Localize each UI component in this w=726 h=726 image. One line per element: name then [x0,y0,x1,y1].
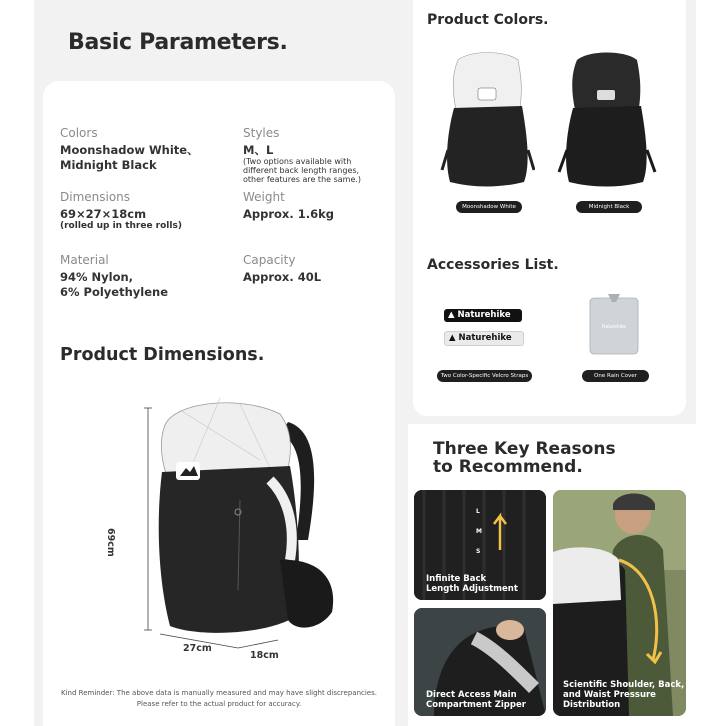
weight-label: Weight [243,190,285,204]
rain-cover-image [586,294,642,356]
reason-1-caption [426,574,518,594]
material-label: Material [60,253,109,267]
size-m-mark: M [476,528,482,535]
colors-value-2: Midnight Black [60,158,157,172]
size-l-mark: L [476,508,480,515]
styles-note-3: other features are the same.) [243,175,362,184]
dimensions-note: (rolled up in three rolls) [60,221,182,231]
reason-tile-pressure-distribution [553,490,686,716]
velcro-strap-white [444,331,524,346]
colors-value-1: Moonshadow White、 [60,143,199,157]
svg-text:Naturehike: Naturehike [601,324,627,330]
styles-value: M、L [243,143,274,157]
mountain-logo-icon: ▲ [449,333,456,343]
reason-1-line-1: Infinite Back [426,574,487,584]
reason-1-line-2: Length Adjustment [426,584,518,594]
product-colors-title: Product Colors. [427,12,549,28]
mountain-logo-icon: ▲ [448,310,455,320]
moonshadow-white-backpack-image [440,50,535,190]
reason-tile-back-length [414,490,546,600]
reason-3-line-3: Distribution [563,700,621,710]
rain-cover-label: One Rain Cover [582,370,649,382]
capacity-label: Capacity [243,253,296,267]
styles-note-1: (Two options available with [243,157,352,166]
reason-3-caption [563,680,684,710]
moonshadow-white-label: Moonshadow White [456,201,522,213]
midnight-black-label: Midnight Black [576,201,642,213]
width-dimension-text: 27cm [183,643,212,654]
velcro-straps-label: Two Color-Specific Velcro Straps [437,370,532,382]
weight-value: Approx. 1.6kg [243,207,334,221]
accessories-list-title: Accessories List. [427,257,559,273]
product-dimensions-title: Product Dimensions. [60,345,265,365]
velcro-strap-black [444,309,522,322]
kind-reminder [43,688,395,710]
backpack-dimensions-illustration [120,390,380,670]
basic-parameters-title: Basic Parameters. [68,30,288,55]
strap-brand-2: Naturehike [458,333,512,343]
reminder-line-2: Please refer to the actual product for accuracy. [136,700,302,708]
reason-2-line-2: Compartment Zipper [426,700,526,710]
reason-2-line-1: Direct Access Main [426,690,517,700]
dimensions-label: Dimensions [60,190,131,204]
three-reasons-title [433,440,616,476]
reasons-title-line-1: Three Key Reasons [433,439,616,459]
material-value-1: 94% Nylon, [60,270,134,284]
dimensions-value: 69×27×18cm [60,207,147,221]
reason-tile-zipper [414,608,546,716]
colors-label: Colors [60,126,98,140]
depth-dimension-text: 18cm [250,650,279,661]
material-value-2: 6% Polyethylene [60,285,169,299]
reasons-title-line-2: to Recommend. [433,457,583,477]
capacity-value: Approx. 40L [243,270,322,284]
size-s-mark: S [476,548,481,555]
midnight-black-backpack-image [557,50,657,190]
reason-3-line-2: and Waist Pressure [563,690,656,700]
reason-3-line-1: Scientific Shoulder, Back, [563,680,685,690]
reminder-line-1: Kind Reminder: The above data is manually measured and may have slight discrepancies. [61,689,377,697]
height-dimension-text: 69cm [105,528,116,557]
styles-label: Styles [243,126,280,140]
styles-note-2: different back length ranges, [243,166,360,175]
strap-brand-1: Naturehike [457,310,511,320]
reason-2-caption [426,690,526,710]
